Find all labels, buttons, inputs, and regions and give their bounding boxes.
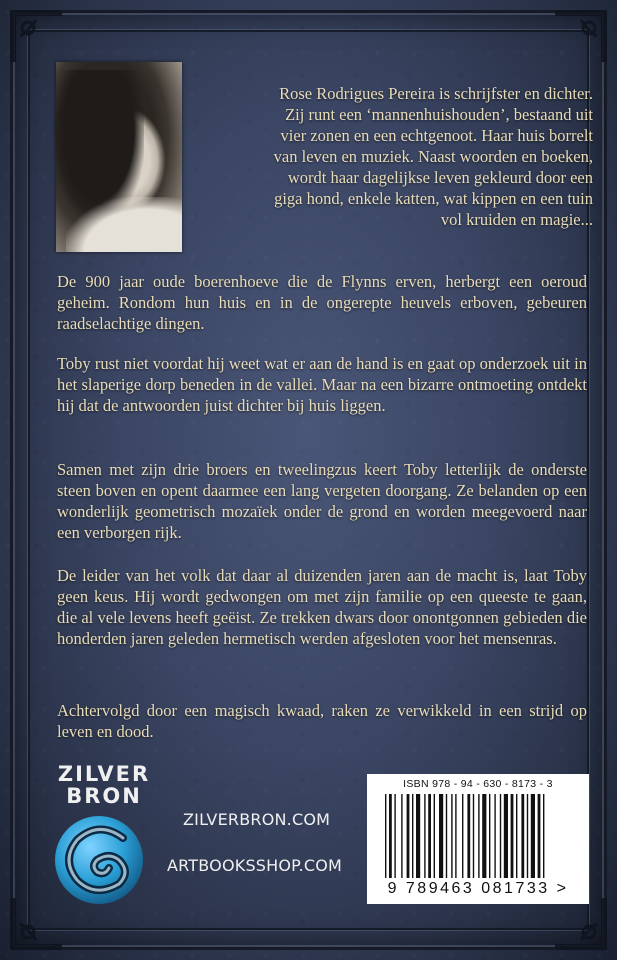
blurb-paragraph-5: Achtervolgd door een magisch kwaad, raken ze verwikkeld in een strijd op leven en dood. <box>57 701 587 741</box>
barcode-bars <box>381 794 575 878</box>
barcode-bar <box>446 794 447 878</box>
barcode-bar <box>407 794 410 878</box>
blurb-paragraph-3: Samen met zijn drie broers en tweelingzus keert Toby letterlijk de onderste steen boven en opent daarmee een lang vergeten doorgang. Ze belanden op een wonderlijk geometrisch mozaïek onder de grond en worden meegevoerd naar een verborgen rijk. <box>57 460 587 542</box>
isbn-barcode <box>367 774 589 904</box>
author-bio-line: vol kruiden en magie... <box>440 210 593 229</box>
blurb-paragraph-2: Toby rust niet voordat hij weet wat er aan de hand is en gaat op onderzoek uit in het slaperige dorp beneden in de vallei. Maar na een bizarre ontmoeting ontdekt hij dat de antwoorden juist dichter bij huis liggen. <box>57 354 587 415</box>
corner-ornament <box>6 6 66 66</box>
blurb-paragraph-4: De leider van het volk dat daar al duizenden jaren aan de macht is, laat Toby geen keus. Hij wordt gedwongen om met zijn familie op een queeste te gaan, die al vele levens heeft geëist. Ze trekken dwars door onontgonnen gebieden die honderden jaren geleden hermetisch werden afgesloten voor het mensenras. <box>57 566 587 648</box>
publisher-website-link[interactable]: ZILVERBRON.COM <box>183 810 331 829</box>
shop-website-link[interactable]: ARTBOOKSSHOP.COM <box>167 856 342 875</box>
barcode-bar <box>467 794 470 878</box>
author-bio <box>198 83 593 230</box>
barcode-bar <box>416 794 420 878</box>
barcode-bar <box>462 794 463 878</box>
author-bio-line: Rose Rodrigues Pereira is schrijfster en dichter. <box>279 84 593 103</box>
author-photo-shoulder <box>66 197 182 252</box>
barcode-bar <box>401 794 402 878</box>
barcode-bar <box>434 794 435 878</box>
barcode-bar <box>428 794 431 878</box>
barcode-bar <box>412 794 413 878</box>
barcode-bar <box>516 794 517 878</box>
barcode-bar <box>494 794 495 878</box>
publisher-name-line1: ZILVER <box>57 762 151 786</box>
barcode-bar <box>389 794 392 878</box>
barcode-bar <box>543 794 544 878</box>
barcode-bar <box>538 794 541 878</box>
barcode-bar <box>478 794 479 878</box>
author-bio-line: giga hond, enkele katten, wat kippen en een tuin <box>274 189 593 208</box>
isbn-label: ISBN 978 - 94 - 630 - 8173 - 3 <box>403 778 553 790</box>
author-photo <box>56 62 182 252</box>
author-bio-line: Zij runt een ‘mannenhuishouden’, bestaand uit <box>285 105 593 124</box>
barcode-bar <box>482 794 486 878</box>
barcode-bar <box>424 794 425 878</box>
barcode-bar <box>489 794 490 878</box>
barcode-bar <box>527 794 528 878</box>
publisher-logo-icon <box>53 814 145 906</box>
blurb-paragraph-1: De 900 jaar oude boerenhoeve die de Flynns erven, herbergt een oeroud geheim. Rondom hun huis en in de ongerepte heuvels erboven, gebeuren raadselachtige dingen. <box>57 272 587 333</box>
barcode-bar <box>511 794 514 878</box>
barcode-bar <box>394 794 395 878</box>
barcode-bar <box>455 794 456 878</box>
corner-ornament <box>551 6 611 66</box>
author-bio-line: wordt haar dagelijkse leven gekleurd door een <box>287 168 593 187</box>
barcode-bar <box>500 794 501 878</box>
barcode-bar <box>473 794 474 878</box>
barcode-bar <box>451 794 452 878</box>
barcode-bar <box>504 794 508 878</box>
barcode-bar <box>439 794 443 878</box>
barcode-bar <box>521 794 524 878</box>
barcode-bar <box>531 794 535 878</box>
author-bio-line: vier zonen en een echtgenoot. Haar huis borrelt <box>280 126 593 145</box>
barcode-digits: 9 789463 081733 > <box>387 880 569 897</box>
barcode-bar <box>385 794 386 878</box>
author-bio-line: van leven en muziek. Naast woorden en boeken, <box>273 147 593 166</box>
publisher-name-line2: BRON <box>66 784 142 808</box>
